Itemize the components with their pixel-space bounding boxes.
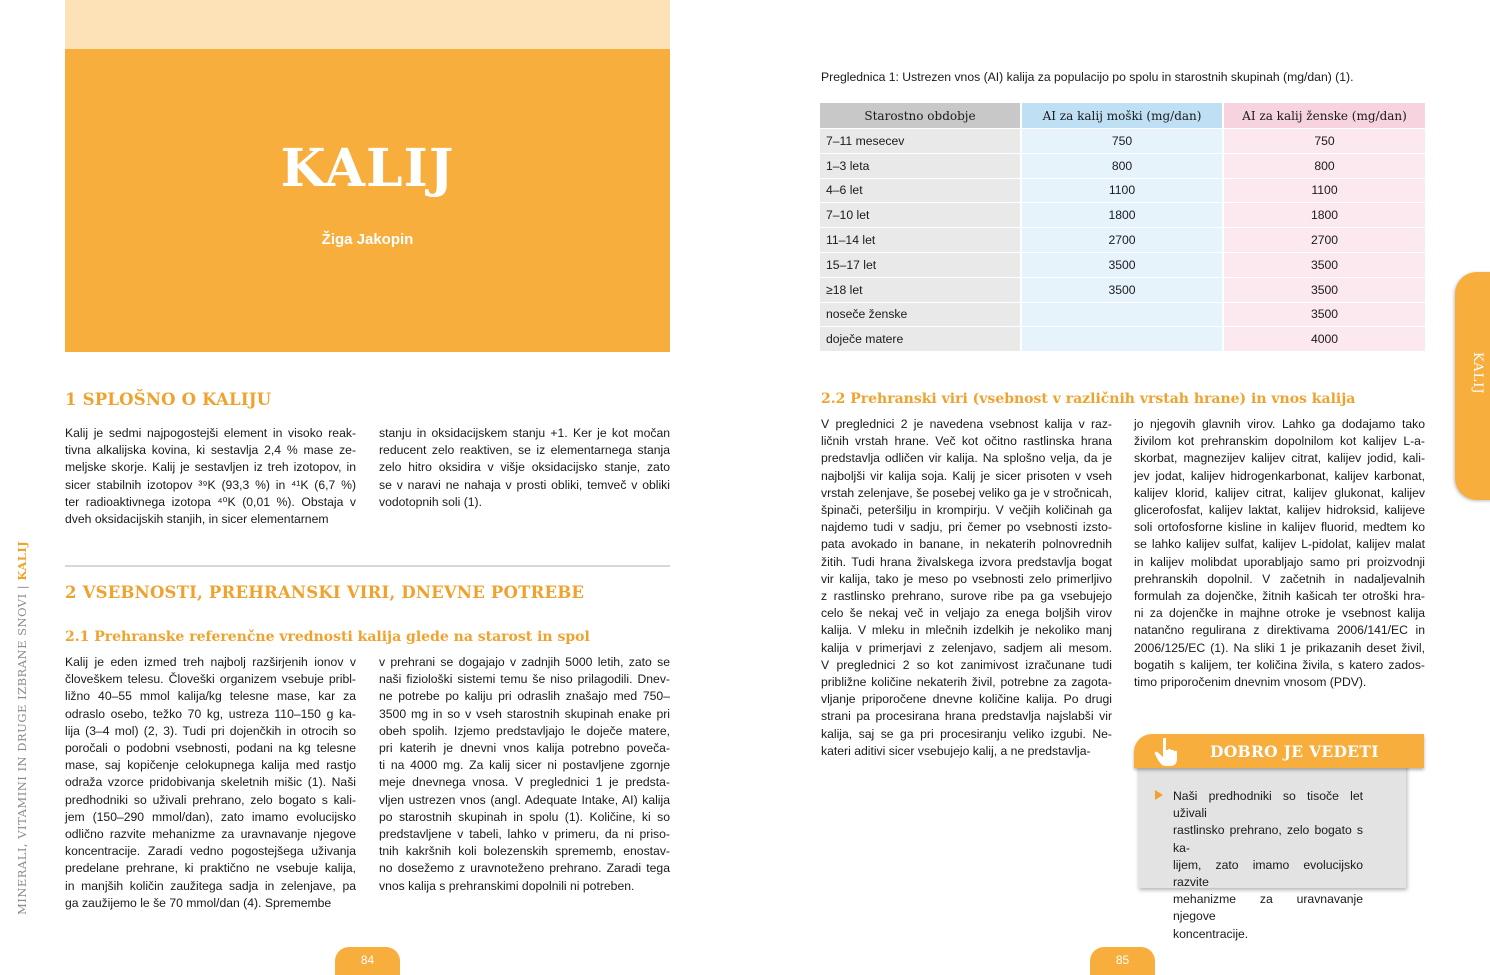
table-row [820,227,1427,252]
table-header-female: AI za kalij ženske (mg/dan) [1224,103,1427,128]
table-row [820,252,1427,277]
text-line: 2006/125/EC (1). Na sliki 1 je prikazanih deset živil, [1134,640,1425,655]
table-cell-female: 3500 [1224,277,1427,302]
table-cell-male: 750 [1022,128,1224,153]
text-line: z rastlinsko prehrano, surove ribe pa ga vsebujejo [821,589,1112,604]
table-cell-male: 1800 [1022,202,1224,227]
text-line: mehanizme za uravnavanje njegove [1173,892,1363,924]
section-1-col-2 [379,425,670,511]
table-cell-age: doječe matere [820,326,1022,351]
table-cell-age: 1–3 leta [820,153,1022,178]
table-cell-male [1022,326,1224,351]
text-line: koncentracije. Zaradi vedno pogostejšega uživanja [65,844,356,859]
header-band-light [65,0,670,49]
chapter-author: Žiga Jakopin [321,231,414,248]
section-2-2-col-2 [1134,416,1425,691]
text-line: in kalijev molibdat uporabljajo samo pri proizvodnji [1134,554,1425,569]
text-line: dveh oksidacijskih stanjih, in sicer elementarnem [65,512,329,527]
text-line: lijem, zato imamo evolucijsko razvite [1173,857,1363,890]
text-line: kalija. V mleku in mlečnih izdelkih je nekoliko manj [821,623,1112,638]
table-cell-male: 2700 [1022,227,1224,252]
table-row [820,202,1427,227]
text-line: po starostnih skupinah in spolu (1). Količine, ki so [379,809,670,824]
text-line: V preglednici 2 je navedena vsebnost kalija v raz- [821,417,1112,431]
table-cell-male [1022,302,1224,327]
table-cell-age: 15–17 let [820,252,1022,277]
table-cell-male: 1100 [1022,178,1224,203]
text-line: reducent zelo reaktiven, se iz elementarnega stanja [379,443,670,458]
spine-running-head [15,540,45,915]
text-line: mase, saj kopičenje celokupnega kalija med rastjo [65,758,356,773]
text-line: odraža vzorce pridobivanja skeletnih mišic (1). Naši [65,775,356,790]
text-line: odraslo osebo, težko 70 kg, ustreza 110–150 g ka- [65,706,356,721]
text-line: timo priporočenim dnevnim vnosom (PDV). [1134,675,1367,690]
text-line: stanju in oksidacijskem stanju +1. Ker je kot močan [379,426,670,440]
text-line: jev jodat, kalijev hidrogenkarbonat, kalijev karbonat, [1134,468,1425,483]
callout-bullet-arrow [1155,790,1163,800]
text-line: Kalij je eden izmed treh najbolj razširjenih ionov v [65,655,356,669]
text-line: predstavlja odličen vir kalija. Na splošno velja, da je [821,451,1112,466]
text-line: naši fiziološki sistemi temu še niso prilagodili. Dnev- [379,672,670,687]
text-line: ni za dojenčke in majhne otroke je vsebnost kalija [1134,606,1425,621]
callout-title: DOBRO JE VEDETI [1210,742,1379,761]
table-row [820,326,1427,351]
text-line: približne količine nekaterih živil, potrebne za zagota- [821,675,1112,690]
text-line: najdemo tudi v sadju, pri čemer po vsebnosti izsto- [821,520,1112,535]
text-line: V preglednici 2 so kot zanimivost izračunane tudi [821,657,1112,672]
table-cell-age: 4–6 let [820,178,1022,203]
text-line: vodotopnih soli (1). [379,494,482,509]
text-line: predelane prehrane, ki praktično ne vsebuje kalija, [65,861,356,876]
text-line: kalija, saj se ga pri procesiranju veliko izgubi. Ne- [821,726,1112,741]
table-cell-male: 3500 [1022,252,1224,277]
spine-tag: KALIJ [15,540,29,581]
text-line: pata avokado in banane, in nekaterih polnovrednih [821,537,1112,552]
table-row [820,277,1427,302]
text-line: prehranskih dopolnil. V začetnih in nadaljevalnih [1134,571,1425,586]
text-line: in manjših količin zaužitega sadja in zelenjave, pa [65,878,356,893]
text-line: koncentracije. [1173,926,1249,941]
text-line: vljen ustrezen vnos (angl. Adequate Intake, AI) kalija [379,792,670,807]
table-cell-age: 11–14 let [820,227,1022,252]
text-line: kalija v primerjavi z zelenjavo, sadjem ali mesom. [821,640,1112,655]
section-1-heading: 1 SPLOŠNO O KALIJU [65,390,272,409]
text-line: odlično razvite mehanizme za uravnavanje njegove [65,827,356,842]
text-line: predhodniki so uživali prehrano, zelo bogato s kali- [65,792,356,807]
text-line: živilom kot prehranskim dopolnilom kot kalijev L-a- [1134,434,1425,449]
spine-separator: | [15,580,29,594]
text-line: pri katerih je dnevni vnos kalija potrebno poveča- [379,741,670,756]
text-line: zelo hitro oksidira v višje oksidacijsko stanje, zato [379,460,670,475]
text-line: ližno 40–55 mmol kalija/kg telesne mase, kar za [65,689,356,704]
text-line: vnos kalija s prehranskimi dopolnili ni potreben. [379,878,635,893]
text-line: ne potrebe po kaliju pri odraslih znašajo med 750– [379,689,670,704]
page-number-right: 85 [1090,947,1155,975]
spine-text: MINERALI, VITAMINI IN DRUGE IZBRANE SNOVI [15,593,29,915]
table-header-row [820,103,1427,128]
pointing-hand-icon [1152,736,1182,768]
text-line: glicerofosfat, kalijev laktat, kalijev hidroksid, kalijeve [1134,503,1425,518]
text-line: ga zaužijemo le še 70 mmol/dan (4). Spremembe [65,895,332,910]
text-line: vljanje priporočene dnevne količine kalija. Po drugi [821,692,1112,707]
text-line: jo njegovih glavnih virov. Lahko ga dodajamo tako [1134,417,1425,431]
text-line: sicer stabilnih izotopov ³⁹K (93,3 %) in ⁴¹K (6,7 %) [65,477,356,492]
callout-text [1173,788,1363,943]
table-cell-age: 7–10 let [820,202,1022,227]
table-cell-age: ≥18 let [820,277,1022,302]
table-cell-male: 3500 [1022,277,1224,302]
section-1-col-1 [65,425,356,528]
section-2-1-col-2 [379,654,670,895]
text-line: vrstah zelenjave, še posebej veliko ga je v stročnicah, [821,485,1112,500]
text-line: vir kalija, tako je meso po vsebnosti zelo primerljivo [821,571,1112,586]
text-line: se v naravi ne nahaja v prosti obliki, temveč v obliki [379,477,670,492]
text-line: meljske skorje. Kalij je sestavljen iz treh izotopov, in [65,460,356,475]
text-line: tnih kakršnih koli bolezenskih sprememb, enostav- [379,844,670,859]
text-line: no dosežemo z uravnoteženo prehrano. Zaradi tega [379,861,670,876]
table-header-male: AI za kalij moški (mg/dan) [1022,103,1224,128]
table-cell-male: 800 [1022,153,1224,178]
text-line: formulah za dojenčke, žitnih kašicah ter otroški hra- [1134,589,1425,604]
table-cell-age: noseče ženske [820,302,1022,327]
page-number-left: 84 [335,947,400,975]
chapter-header-box [65,49,670,352]
text-line: špinači, peteršilju in krompirju. V večjih količinah ga [821,503,1112,518]
text-line: ličnih vrstah hrane. Več kot očitno rastlinska hrana [821,434,1112,449]
text-line: natančno regulirana z direktivama 2006/141/EC in [1134,623,1425,638]
text-line: v prehrani se dogajajo v zadnjih 5000 letih, zato se [379,655,670,669]
text-line: obeh spolih. Izjemo predstavljajo le doječe matere, [379,723,670,738]
table-cell-female: 3500 [1224,252,1427,277]
text-line: meje dnevnega vnosa. V preglednici 1 je predsta- [379,775,670,790]
text-line: najboljši vir kalija soja. Kalij je sicer prisoten v vseh [821,468,1112,483]
text-line: jem (150–290 mmol/dan), zato imamo evolucijsko [65,809,356,824]
text-line: predstavljene v tabeli, lahko v primeru, da ni priso- [379,827,670,842]
text-line: 3500 mg in so v vseh starostnih skupinah enake pri [379,706,670,721]
section-2-heading: 2 VSEBNOSTI, PREHRANSKI VIRI, DNEVNE POTREBE [65,583,585,602]
text-line: kateri aditivi sicer vsebujejo kalij, a ne predstavlja- [821,743,1091,758]
table-cell-age: 7–11 mesecev [820,128,1022,153]
table-caption: Preglednica 1: Ustrezen vnos (AI) kalija za populacijo po spolu in starostnih skupinah (mg/dan) (1). [821,70,1354,84]
text-line: rastlinsko prehrano, zelo bogato s ka- [1173,823,1363,855]
table-row [820,302,1427,327]
text-line: ti na 4000 mg. Za kalij sicer ni postavljene zgornje [379,758,670,773]
table-cell-female: 1100 [1224,178,1427,203]
table-header-age: Starostno obdobje [820,103,1022,128]
text-line: strani pa procesirana hrana predstavlja najslabši vir [821,709,1112,724]
text-line: celo še nekaj več in veljajo za enega boljših virov [821,606,1112,621]
side-chapter-tab [1455,272,1490,500]
text-line: bogatih s kalijem, ter količina živila, s katero zados- [1134,657,1425,672]
table-row [820,128,1427,153]
text-line: se lahko kalijev sulfat, kalijev L-pidolat, kalijev malat [1134,537,1425,552]
potassium-intake-table [820,103,1427,351]
table-row [820,153,1427,178]
side-tab-label: KALIJ [1470,352,1485,395]
text-line: kalijev klorid, kalijev citrat, kalijev glukonat, kalijev [1134,485,1425,500]
table-row [820,178,1427,203]
table-cell-female: 1800 [1224,202,1427,227]
section-2-1-col-1 [65,654,356,912]
text-line: žitih. Tudi hrana živalskega izvora predstavlja bogat [821,554,1112,569]
text-line: poročali o podobni vsebnosti, podani na kg telesne [65,741,356,756]
text-line: Naši predhodniki so tisoče let uživali [1173,789,1363,821]
table-cell-female: 2700 [1224,227,1427,252]
table-cell-female: 4000 [1224,326,1427,351]
text-line: Kalij je sedmi najpogostejši element in visoko reak- [65,426,356,440]
table-cell-female: 3500 [1224,302,1427,327]
section-2-2-col-1 [821,416,1112,760]
text-line: skorbat, magnezijev kalijev citrat, kalijev jodid, kali- [1134,451,1425,466]
text-line: soli ortofosforne kisline in kalijev fluorid, medtem ko [1134,520,1425,535]
text-line: človeškem telesu. Človeški organizem vsebuje pribl- [65,672,356,687]
text-line: ter radioaktivnega izotopa ⁴⁰K (0,01 %). Obstaja v [65,494,356,509]
section-2-1-heading: 2.1 Prehranske referenčne vrednosti kalija glede na starost in spol [65,629,590,645]
table-cell-female: 750 [1224,128,1427,153]
text-line: lija (3–4 mol) (2, 3). Tudi pri dojenčkih in otrocih so [65,723,356,738]
section-divider [65,565,670,567]
text-line: tivna alkalijska kovina, ki sestavlja 2,4 % mase ze- [65,443,356,458]
section-2-2-heading: 2.2 Prehranski viri (vsebnost v različnih vrstah hrane) in vnos kalija [821,391,1356,407]
table-cell-female: 800 [1224,153,1427,178]
chapter-title: KALIJ [280,138,455,199]
